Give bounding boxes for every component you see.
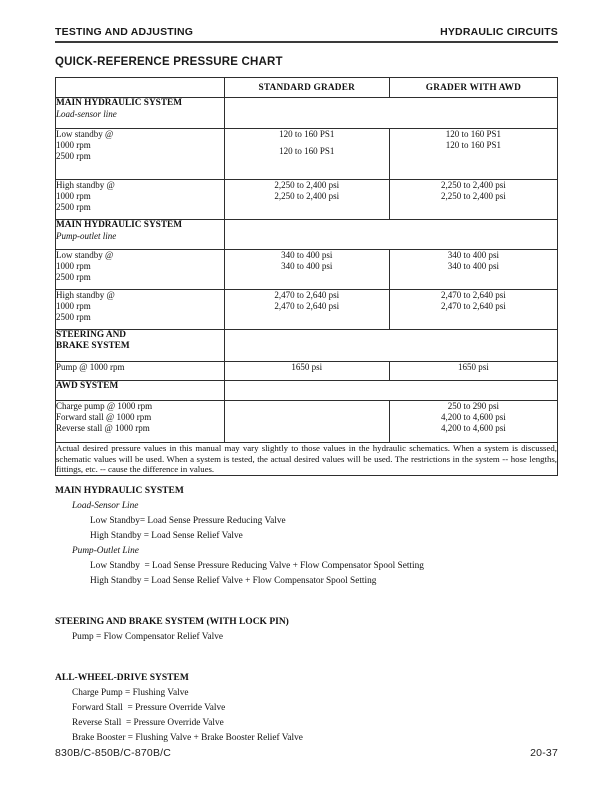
row-label-awd-tests: Charge pump @ 1000 rpm Forward stall @ 1000 rpm Reverse stall @ 1000 rpm — [56, 401, 225, 443]
legend-line: High Standby = Load Sense Relief Valve + Flow Compensator Spool Setting — [90, 575, 377, 586]
spacer — [55, 658, 558, 671]
value-cell-standard: 2,470 to 2,640 psi 2,470 to 2,640 psi — [224, 290, 389, 330]
value-cell-awd: 1650 psi — [389, 362, 557, 381]
page-footer — [55, 747, 558, 759]
table-row — [56, 220, 558, 250]
pressure-table — [55, 77, 558, 476]
value-cell-standard: 2,250 to 2,400 psi 2,250 to 2,400 psi — [224, 180, 389, 220]
legend-steering-brake-system — [55, 615, 558, 645]
legend-subheading: Pump-Outlet Line — [72, 545, 139, 556]
table-row — [56, 250, 558, 290]
empty-cell — [224, 98, 557, 129]
value-cell-awd: 250 to 290 psi 4,200 to 4,600 psi 4,200 to 4,600 psi — [389, 401, 557, 443]
table-row — [56, 330, 558, 362]
legend-line: Low Standby= Load Sense Pressure Reducing Valve — [90, 515, 286, 526]
page-title: QUICK-REFERENCE PRESSURE CHART — [55, 56, 283, 68]
empty-cell — [224, 220, 557, 250]
value-cell-standard: 340 to 400 psi 340 to 400 psi — [224, 250, 389, 290]
empty-cell — [224, 330, 557, 362]
footer-page-number: 20-37 — [530, 747, 558, 759]
legend — [55, 484, 558, 746]
legend-line: Brake Booster = Flushing Valve + Brake Booster Relief Valve — [72, 732, 303, 743]
column-header-standard-grader: STANDARD GRADER — [224, 78, 389, 98]
value-cell-standard-empty — [224, 401, 389, 443]
page-header — [55, 0, 558, 43]
legend-line: Low Standby = Load Sense Pressure Reducing Valve + Flow Compensator Spool Setting — [90, 560, 424, 571]
legend-line: Reverse Stall = Pressure Override Valve — [72, 717, 224, 728]
table-corner-cell — [56, 78, 225, 98]
legend-line: Forward Stall = Pressure Override Valve — [72, 702, 226, 713]
legend-subheading: Load-Sensor Line — [72, 500, 139, 511]
value-cell-awd: 340 to 400 psi 340 to 400 psi — [389, 250, 557, 290]
legend-line: Pump = Flow Compensator Relief Valve — [72, 631, 223, 642]
row-label-low-standby: Low standby @ 1000 rpm 2500 rpm — [56, 250, 225, 290]
row-label-high-standby: High standby @ 1000 rpm 2500 rpm — [56, 180, 225, 220]
table-footnote-row — [56, 443, 558, 476]
page-content — [55, 0, 558, 759]
legend-heading: STEERING AND BRAKE SYSTEM (WITH LOCK PIN) — [55, 616, 289, 627]
value-cell-standard: 120 to 160 PS1 120 to 160 PS1 — [224, 129, 389, 180]
table-row — [56, 180, 558, 220]
empty-cell — [224, 381, 557, 401]
legend-heading: MAIN HYDRAULIC SYSTEM — [55, 485, 184, 496]
legend-main-hydraulic-system — [55, 484, 558, 589]
spacer — [55, 602, 558, 615]
header-section-title: TESTING AND ADJUSTING — [55, 26, 194, 38]
table-row — [56, 98, 558, 129]
table-row — [56, 362, 558, 381]
table-row — [56, 401, 558, 443]
table-row — [56, 129, 558, 180]
section-cell-awd-system: AWD SYSTEM — [56, 381, 225, 401]
row-label-pump-1000rpm: Pump @ 1000 rpm — [56, 362, 225, 381]
section-cell-steering-brake: STEERING AND BRAKE SYSTEM — [56, 330, 225, 362]
value-cell-awd: 2,470 to 2,640 psi 2,470 to 2,640 psi — [389, 290, 557, 330]
row-label-high-standby: High standby @ 1000 rpm 2500 rpm — [56, 290, 225, 330]
legend-line: Charge Pump = Flushing Valve — [72, 687, 189, 698]
section-cell-main-hydraulic-pump-outlet: MAIN HYDRAULIC SYSTEM Pump-outlet line — [56, 220, 225, 250]
table-header-row — [56, 78, 558, 98]
footer-model-numbers: 830B/C-850B/C-870B/C — [55, 747, 172, 759]
section-cell-main-hydraulic-load-sensor: MAIN HYDRAULIC SYSTEM Load-sensor line — [56, 98, 225, 129]
value-cell-awd: 120 to 160 PS1 120 to 160 PS1 — [389, 129, 557, 180]
header-chapter-title: HYDRAULIC CIRCUITS — [440, 26, 558, 38]
row-label-low-standby: Low standby @ 1000 rpm 2500 rpm — [56, 129, 225, 180]
table-row — [56, 381, 558, 401]
legend-all-wheel-drive-system — [55, 671, 558, 746]
value-cell-standard: 1650 psi — [224, 362, 389, 381]
value-cell-awd: 2,250 to 2,400 psi 2,250 to 2,400 psi — [389, 180, 557, 220]
table-row — [56, 290, 558, 330]
legend-line: High Standby = Load Sense Relief Valve — [90, 530, 243, 541]
table-footnote: Actual desired pressure values in this manual may vary slightly to those values in the hydraulic schematics. When a system is discussed, schematic values will be used. When a system is tested, the actual desired values will be used. The restrictions in the system -- hose lengths, fittings, etc. -- cause the difference in values. — [56, 443, 557, 475]
legend-heading: ALL-WHEEL-DRIVE SYSTEM — [55, 672, 189, 683]
column-header-grader-with-awd: GRADER WITH AWD — [389, 78, 557, 98]
